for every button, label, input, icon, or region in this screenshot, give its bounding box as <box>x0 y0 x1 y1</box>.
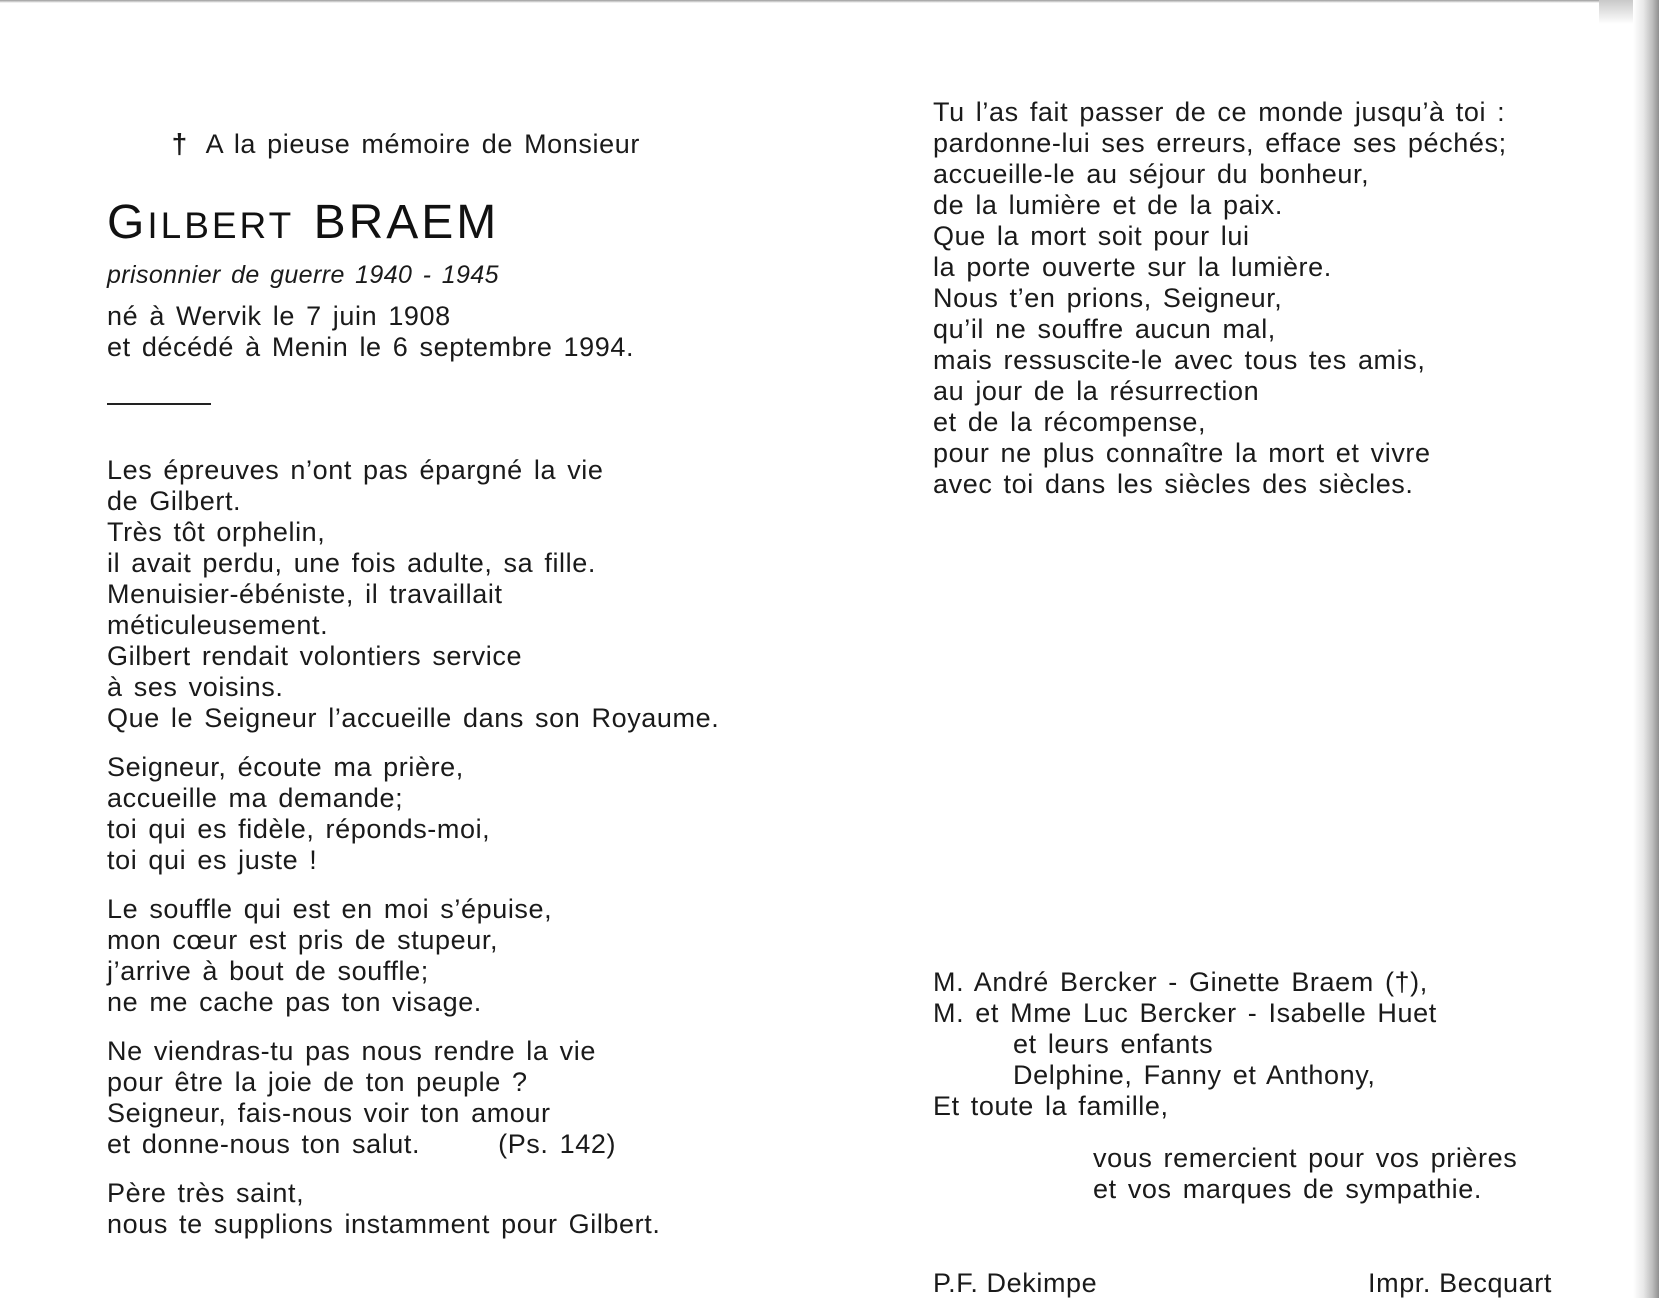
first-name-rest: ILBERT <box>147 205 295 246</box>
prayer-line: nous te supplions instamment pour Gilbert. <box>107 1209 661 1239</box>
subtitle: prisonnier de guerre 1940 - 1945 <box>107 261 499 289</box>
deceased-name <box>107 193 807 256</box>
bio-line: Gilbert rendait volontiers service <box>107 641 523 671</box>
psalm-stanza-2 <box>107 894 807 1018</box>
prayer-continued-line: pour ne plus connaître la mort et vivre <box>933 438 1431 468</box>
psalm-stanza-3 <box>107 1036 807 1160</box>
prayer-continued-line: Nous t’en prions, Seigneur, <box>933 283 1283 313</box>
prayer-continued-line: la porte ouverte sur la lumière. <box>933 252 1332 282</box>
psalm-line: Ne viendras-tu pas nous rendre la vie <box>107 1036 596 1066</box>
bio-line: Les épreuves n’ont pas épargné la vie <box>107 455 604 485</box>
family-line: Delphine, Fanny et Anthony, <box>1013 1060 1376 1090</box>
bio-line: Très tôt orphelin, <box>107 517 326 547</box>
right-column <box>933 97 1613 500</box>
intro-line <box>107 97 807 191</box>
bio-line: Que le Seigneur l’accueille dans son Royaume. <box>107 703 720 733</box>
prayer-continued-line: Tu l’as fait passer de ce monde jusqu’à toi : <box>933 97 1506 127</box>
prayer-continued-line: accueille-le au séjour du bonheur, <box>933 159 1370 189</box>
psalm-stanza-1 <box>107 752 807 876</box>
intro-text: A la pieuse mémoire de Monsieur <box>205 129 640 159</box>
death-line: et décédé à Menin le 6 septembre 1994. <box>107 332 635 362</box>
prayer-continued-line: et de la récompense, <box>933 407 1207 437</box>
birth-line: né à Wervik le 7 juin 1908 <box>107 301 451 331</box>
prayer-continued-line: au jour de la résurrection <box>933 376 1260 406</box>
prayer-continued-line: pardonne-lui ses erreurs, efface ses péchés; <box>933 128 1507 158</box>
last-name-rest: RAEM <box>348 196 500 249</box>
family-line: M. et Mme Luc Bercker - Isabelle Huet <box>933 998 1437 1028</box>
psalm-line: ne me cache pas ton visage. <box>107 987 482 1017</box>
prayer-continued-line: qu’il ne souffre aucun mal, <box>933 314 1276 344</box>
bio-line: de Gilbert. <box>107 486 242 516</box>
prayer-continued-line: de la lumière et de la paix. <box>933 190 1283 220</box>
printer-credit: Impr. Becquart <box>1368 1268 1552 1298</box>
psalm-line: toi qui es juste ! <box>107 845 318 875</box>
thanks-block <box>1093 1143 1517 1205</box>
psalm-line: accueille ma demande; <box>107 783 404 813</box>
psalm-line: Le souffle qui est en moi s’épuise, <box>107 894 553 924</box>
psalm-reference: (Ps. 142) <box>498 1129 617 1159</box>
psalm-line: mon cœur est pris de stupeur, <box>107 925 499 955</box>
prayer-continued-line: avec toi dans les siècles des siècles. <box>933 469 1414 499</box>
psalm-line: toi qui es fidèle, réponds-moi, <box>107 814 491 844</box>
family-line: M. André Bercker - Ginette Braem (†), <box>933 967 1428 997</box>
first-name-initial: G <box>107 196 148 249</box>
psalm-line: et donne-nous ton salut. <box>107 1129 421 1159</box>
prayer-stanza <box>107 1178 807 1240</box>
psalm-last-line <box>107 1129 807 1160</box>
funeral-home: P.F. Dekimpe <box>933 1268 1098 1298</box>
prayer-continued-line: Que la mort soit pour lui <box>933 221 1250 251</box>
bio-line: Menuisier-ébéniste, il travaillait <box>107 579 503 609</box>
psalm-line: j’arrive à bout de souffle; <box>107 956 429 986</box>
divider-rule <box>107 403 211 405</box>
last-name-initial: B <box>313 196 349 249</box>
cross-icon: † <box>171 128 188 159</box>
bio-stanza <box>107 455 807 734</box>
bio-line: il avait perdu, une fois adulte, sa fille. <box>107 548 596 578</box>
prayer-line: Père très saint, <box>107 1178 305 1208</box>
psalm-line: pour être la joie de ton peuple ? <box>107 1067 528 1097</box>
scan-edge-right <box>1633 0 1659 1298</box>
bio-line: méticuleusement. <box>107 610 329 640</box>
prayer-continued-line: mais ressuscite-le avec tous tes amis, <box>933 345 1426 375</box>
family-line: et leurs enfants <box>1013 1029 1214 1059</box>
psalm-line: Seigneur, fais-nous voir ton amour <box>107 1098 551 1128</box>
family-line: Et toute la famille, <box>933 1091 1169 1121</box>
bio-line: à ses voisins. <box>107 672 284 702</box>
psalm-line: Seigneur, écoute ma prière, <box>107 752 464 782</box>
scan-edge-top <box>0 0 1659 3</box>
left-column <box>107 97 807 1258</box>
thanks-line: vous remercient pour vos prières <box>1093 1143 1518 1173</box>
thanks-line: et vos marques de sympathie. <box>1093 1174 1482 1204</box>
family-block <box>933 967 1633 1122</box>
